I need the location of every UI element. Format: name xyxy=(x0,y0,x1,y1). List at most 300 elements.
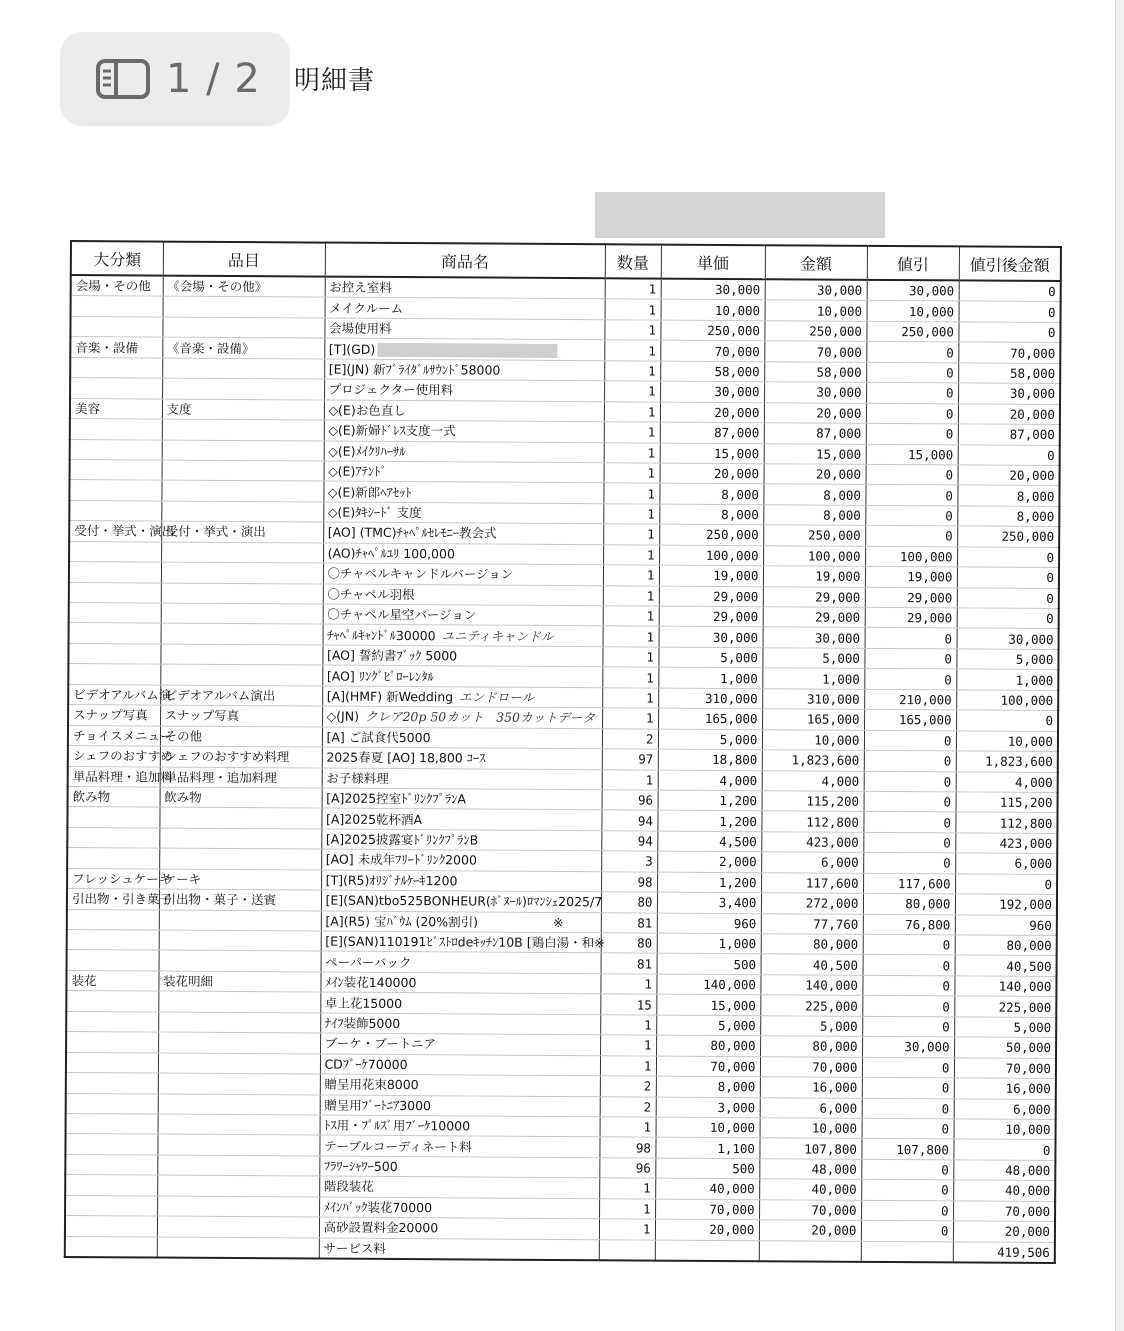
product-name-text: ◇(E)新郎ﾍｱｾｯﾄ xyxy=(327,484,412,500)
row-category xyxy=(66,1032,158,1053)
row-product-name xyxy=(324,359,604,381)
row-product-name xyxy=(322,727,602,749)
row-amount: 310,000 xyxy=(762,688,864,709)
row-amount: 10,000 xyxy=(760,1118,862,1139)
row-product-name xyxy=(321,870,601,892)
row-item xyxy=(161,583,323,604)
product-name-text: ブーケ・ブートニア xyxy=(324,1035,436,1052)
row-net-amount: 20,000 xyxy=(958,404,1060,425)
row-quantity: 80 xyxy=(601,933,657,954)
row-unit-price: 40,000 xyxy=(655,1178,759,1199)
row-net-amount: 8,000 xyxy=(957,485,1059,506)
row-amount: 250,000 xyxy=(763,525,865,546)
row-amount: 87,000 xyxy=(764,423,866,444)
row-net-amount: 20,000 xyxy=(958,465,1060,486)
row-product-name xyxy=(320,1013,600,1035)
row-amount: 423,000 xyxy=(761,832,863,853)
row-item xyxy=(162,460,324,481)
row-net-amount: 50,000 xyxy=(954,1037,1056,1058)
product-name-text: ◇(E)ﾀｷｼｰﾄﾞ 支度 xyxy=(327,504,422,521)
row-quantity: 1 xyxy=(602,708,658,729)
row-amount: 250,000 xyxy=(764,321,866,342)
row-unit-price: 70,000 xyxy=(656,1056,760,1077)
row-item: 支度 xyxy=(162,399,324,420)
row-unit-price: 70,000 xyxy=(655,1199,759,1220)
row-quantity: 1 xyxy=(600,1055,656,1076)
row-product-name xyxy=(320,972,600,994)
row-unit-price: 2,000 xyxy=(657,851,761,872)
row-amount: 272,000 xyxy=(761,893,863,914)
row-discount: 0 xyxy=(863,812,955,833)
page-edge xyxy=(1115,0,1124,1331)
row-quantity: 81 xyxy=(601,912,657,933)
row-net-amount: 1,823,600 xyxy=(956,751,1058,772)
row-discount: 0 xyxy=(865,505,957,526)
row-unit-price: 15,000 xyxy=(656,994,760,1015)
row-item xyxy=(157,1134,319,1155)
row-amount: 16,000 xyxy=(760,1077,862,1098)
row-product-name xyxy=(323,584,603,606)
row-quantity: 98 xyxy=(601,871,657,892)
row-item: 《会場・その他》 xyxy=(163,276,325,298)
row-unit-price: 1,000 xyxy=(657,933,761,954)
product-name-text: [A] ご試食代5000 xyxy=(326,729,431,746)
row-item: 単品料理・追加料理 xyxy=(160,767,322,788)
row-discount: 0 xyxy=(863,832,955,853)
row-amount: 80,000 xyxy=(760,1036,862,1057)
row-quantity: 96 xyxy=(599,1158,655,1179)
row-unit-price: 100,000 xyxy=(659,545,763,566)
product-name-text: 階段装花 xyxy=(323,1179,374,1195)
row-discount: 0 xyxy=(864,648,956,669)
row-category xyxy=(67,909,159,930)
row-item xyxy=(162,378,324,399)
row-discount: 0 xyxy=(866,464,958,485)
row-quantity: 1 xyxy=(599,1198,655,1219)
row-product-name xyxy=(324,338,604,360)
row-category xyxy=(69,480,161,501)
row-amount: 10,000 xyxy=(762,729,864,750)
row-category xyxy=(67,848,159,869)
row-product-name xyxy=(321,931,605,953)
row-product-name xyxy=(322,706,602,728)
row-unit-price: 1,000 xyxy=(658,667,762,688)
row-product-name xyxy=(323,543,603,565)
row-product-name xyxy=(323,624,603,646)
row-amount: 30,000 xyxy=(764,382,866,403)
row-unit-price: 8,000 xyxy=(656,1076,760,1097)
row-quantity: 1 xyxy=(603,585,659,606)
header-unit-price: 単価 xyxy=(661,245,765,280)
row-amount: 70,000 xyxy=(760,1056,862,1077)
product-name-text: 〇チャペル星空バージョン xyxy=(327,606,477,623)
row-category: 引出物・引き菓子 xyxy=(67,889,159,910)
row-item xyxy=(162,440,324,461)
row-amount: 80,000 xyxy=(761,934,863,955)
row-item xyxy=(160,664,322,685)
row-product-name xyxy=(324,420,604,442)
row-discount: 0 xyxy=(866,383,958,404)
row-net-amount: 48,000 xyxy=(953,1160,1055,1181)
row-quantity: 1 xyxy=(603,544,659,565)
row-product-name xyxy=(319,1156,599,1178)
row-amount: 70,000 xyxy=(764,341,866,362)
row-quantity: 1 xyxy=(604,340,660,361)
row-amount: 20,000 xyxy=(759,1220,861,1241)
row-discount: 0 xyxy=(862,1057,954,1078)
row-net-amount: 112,800 xyxy=(955,812,1057,833)
row-discount: 100,000 xyxy=(865,546,957,567)
row-item xyxy=(163,297,325,318)
row-category: 装花 xyxy=(66,970,158,991)
row-discount: 0 xyxy=(862,1098,954,1119)
row-net-amount: 80,000 xyxy=(955,935,1057,956)
row-amount: 40,000 xyxy=(759,1179,861,1200)
row-quantity: 94 xyxy=(601,810,657,831)
product-name-text: [A]2025披露宴ﾄﾞﾘﾝｸﾌﾟﾗﾝB xyxy=(325,831,479,848)
row-category xyxy=(68,643,160,664)
row-discount: 0 xyxy=(866,403,958,424)
row-discount: 0 xyxy=(865,628,957,649)
row-discount: 0 xyxy=(864,669,956,690)
row-category xyxy=(66,1073,158,1094)
row-item xyxy=(161,542,323,563)
row-category xyxy=(65,1236,157,1257)
row-category: 音楽・設備 xyxy=(70,337,162,358)
row-quantity: 94 xyxy=(601,831,657,852)
row-category: シェフのおすすめ xyxy=(68,746,160,767)
row-item: 装花明細 xyxy=(158,971,320,992)
row-quantity: 1 xyxy=(603,524,659,545)
row-discount: 80,000 xyxy=(863,893,955,914)
row-amount: 15,000 xyxy=(764,443,866,464)
row-product-name xyxy=(322,768,602,790)
row-unit-price: 29,000 xyxy=(659,606,763,627)
row-amount: 40,500 xyxy=(761,954,863,975)
row-discount: 15,000 xyxy=(866,444,958,465)
row-amount: 5,000 xyxy=(762,648,864,669)
row-item xyxy=(158,1073,320,1094)
row-quantity xyxy=(599,1239,655,1260)
header-item: 品目 xyxy=(163,242,325,277)
row-product-name xyxy=(323,522,603,544)
row-product-name xyxy=(319,1197,599,1219)
row-amount: 8,000 xyxy=(763,505,865,526)
row-discount: 0 xyxy=(861,1200,953,1221)
row-net-amount: 87,000 xyxy=(958,424,1060,445)
row-amount: 48,000 xyxy=(759,1159,861,1180)
header-quantity: 数量 xyxy=(605,244,661,278)
row-item xyxy=(158,1012,320,1033)
row-unit-price: 4,000 xyxy=(658,770,762,791)
row-product-name xyxy=(323,481,603,503)
row-quantity: 1 xyxy=(602,667,658,688)
row-unit-price: 1,200 xyxy=(658,790,762,811)
row-amount: 6,000 xyxy=(760,1097,862,1118)
product-name-text: 〇チャペルキャンドルバージョン xyxy=(327,565,514,583)
row-product-name xyxy=(324,318,604,340)
row-category: チョイスメニュー xyxy=(68,725,160,746)
row-category xyxy=(65,1154,157,1175)
row-category xyxy=(66,1113,158,1134)
table-body xyxy=(65,275,1061,1263)
row-quantity: 1 xyxy=(603,504,659,525)
product-name-text: メイクルーム xyxy=(329,300,404,316)
row-discount: 0 xyxy=(862,1118,954,1139)
product-name-text: 贈呈用花束8000 xyxy=(324,1076,419,1093)
statement-sheet xyxy=(64,240,1060,1258)
row-discount: 76,800 xyxy=(863,914,955,935)
row-quantity: 2 xyxy=(602,728,658,749)
row-unit-price: 1,200 xyxy=(657,872,761,893)
row-amount: 20,000 xyxy=(764,464,866,485)
row-quantity: 1 xyxy=(603,626,659,647)
product-name-text: ペーパーバック xyxy=(325,954,412,970)
row-category xyxy=(69,623,161,644)
row-quantity: 1 xyxy=(604,422,660,443)
row-amount: 107,800 xyxy=(759,1138,861,1159)
row-unit-price: 15,000 xyxy=(660,443,764,464)
row-amount: 58,000 xyxy=(764,361,866,382)
product-name-text: ﾅｲﾌ装飾5000 xyxy=(324,1015,401,1032)
row-category: 飲み物 xyxy=(68,786,160,807)
row-discount: 0 xyxy=(862,1016,954,1037)
redacted-area xyxy=(595,192,885,238)
row-net-amount: 0 xyxy=(955,874,1057,895)
product-name-text: ﾄｽ用・ﾌﾟﾙｽﾞ用ﾌﾞｰｹ10000 xyxy=(324,1117,471,1134)
row-product-name xyxy=(324,400,604,422)
row-item xyxy=(159,950,321,971)
row-product-name xyxy=(322,665,602,687)
row-discount: 10,000 xyxy=(867,301,959,322)
row-discount: 29,000 xyxy=(865,607,957,628)
product-name-text: 会場使用料 xyxy=(328,320,392,337)
row-amount: 29,000 xyxy=(763,607,865,628)
row-net-amount: 16,000 xyxy=(954,1078,1056,1099)
row-discount: 0 xyxy=(864,791,956,812)
row-category xyxy=(67,827,159,848)
row-category xyxy=(66,1052,158,1073)
row-unit-price: 87,000 xyxy=(660,422,764,443)
row-category: フレッシュケーキ xyxy=(67,868,159,889)
row-discount: 0 xyxy=(861,1159,953,1180)
row-amount xyxy=(759,1240,861,1262)
row-unit-price: 250,000 xyxy=(659,524,763,545)
row-net-amount: 40,000 xyxy=(953,1180,1055,1201)
row-category xyxy=(65,1175,157,1196)
product-name-text: [A]2025控室ﾄﾞﾘﾝｸﾌﾟﾗﾝA xyxy=(326,790,467,807)
row-quantity: 1 xyxy=(600,1035,656,1056)
product-name-text: ﾒｲﾝ装花140000 xyxy=(324,974,417,991)
row-unit-price: 70,000 xyxy=(660,340,764,361)
row-product-name xyxy=(322,747,602,769)
row-discount: 0 xyxy=(862,996,954,1017)
row-category xyxy=(65,1134,157,1155)
row-category xyxy=(67,950,159,971)
row-amount: 1,000 xyxy=(762,668,864,689)
product-name-text: [AO] 未成年ﾌﾘｰﾄﾞﾘﾝｸ2000 xyxy=(325,852,477,868)
row-item xyxy=(159,848,321,869)
row-quantity: 1 xyxy=(602,688,658,709)
row-item: ビデオアルバム演出 xyxy=(160,685,322,706)
row-net-amount: 0 xyxy=(958,322,1060,343)
row-product-name xyxy=(320,1095,600,1117)
row-unit-price: 30,000 xyxy=(660,381,764,402)
row-item xyxy=(159,930,321,951)
row-item xyxy=(162,358,324,379)
row-product-name xyxy=(321,951,601,973)
row-amount: 8,000 xyxy=(763,484,865,505)
row-unit-price: 29,000 xyxy=(659,586,763,607)
row-category: 単品料理・追加料 xyxy=(68,766,160,787)
row-amount: 4,000 xyxy=(762,770,864,791)
row-unit-price xyxy=(655,1240,759,1262)
row-discount: 0 xyxy=(866,342,958,363)
row-net-amount: 5,000 xyxy=(956,649,1058,670)
row-category xyxy=(67,807,159,828)
row-quantity: 1 xyxy=(599,1178,655,1199)
row-amount: 6,000 xyxy=(761,852,863,873)
header-category: 大分類 xyxy=(71,241,163,276)
product-name-text: 高砂設置料金20000 xyxy=(323,1219,439,1236)
product-name-text: 2025春夏 [AO] 18,800 ｺｰｽ xyxy=(326,749,486,766)
row-net-amount: 419,506 xyxy=(953,1241,1055,1263)
product-name-text: (AO)ﾁｬﾍﾟﾙﾕﾘ 100,000 xyxy=(327,545,455,562)
row-item xyxy=(159,807,321,828)
row-amount: 29,000 xyxy=(763,586,865,607)
row-net-amount: 5,000 xyxy=(954,1017,1056,1038)
product-name-text: ◇(E)ﾒｲｸﾘﾊｰｻﾙ xyxy=(328,443,406,459)
row-net-amount: 30,000 xyxy=(958,383,1060,404)
row-quantity: 1 xyxy=(604,442,660,463)
row-net-amount: 4,000 xyxy=(956,771,1058,792)
product-name-text: ◇(E)新婦ﾄﾞﾚｽ支度一式 xyxy=(328,422,456,439)
row-unit-price: 1,200 xyxy=(657,810,761,831)
row-net-amount: 10,000 xyxy=(956,731,1058,752)
row-unit-price: 10,000 xyxy=(656,1117,760,1138)
row-discount: 250,000 xyxy=(866,321,958,342)
row-quantity: 1 xyxy=(603,483,659,504)
row-item xyxy=(161,623,323,644)
row-quantity: 96 xyxy=(602,790,658,811)
row-quantity: 1 xyxy=(602,647,658,668)
row-unit-price: 960 xyxy=(657,913,761,934)
row-item: ケーキ xyxy=(159,869,321,890)
row-item xyxy=(158,991,320,1012)
row-category xyxy=(70,378,162,399)
row-discount: 19,000 xyxy=(865,566,957,587)
row-unit-price: 30,000 xyxy=(659,627,763,648)
row-net-amount: 0 xyxy=(953,1139,1055,1160)
row-discount: 30,000 xyxy=(867,280,959,301)
row-net-amount: 1,000 xyxy=(956,669,1058,690)
row-product-name xyxy=(322,788,602,810)
row-net-amount: 0 xyxy=(959,301,1061,322)
row-product-name xyxy=(325,277,605,300)
page-indicator-label: 1 / 2 xyxy=(166,56,261,102)
row-net-amount: 0 xyxy=(957,608,1059,629)
row-net-amount: 192,000 xyxy=(955,894,1057,915)
product-name-text: [E](SAN)tbo525BONHEUR(ﾎﾞﾇｰﾙ)ﾛﾏﾝｼｪ2025/7 xyxy=(325,892,603,910)
row-item xyxy=(161,603,323,624)
product-name-text: サービス料 xyxy=(323,1240,386,1256)
row-amount: 5,000 xyxy=(760,1015,862,1036)
row-item xyxy=(159,910,321,931)
row-category xyxy=(66,1011,158,1032)
row-item xyxy=(157,1175,319,1196)
row-quantity: 81 xyxy=(601,953,657,974)
row-amount: 115,200 xyxy=(762,791,864,812)
row-discount: 0 xyxy=(861,1180,953,1201)
row-quantity: 1 xyxy=(604,381,660,402)
row-discount: 0 xyxy=(865,485,957,506)
row-unit-price: 5,000 xyxy=(658,647,762,668)
row-unit-price: 5,000 xyxy=(656,1015,760,1036)
row-net-amount: 0 xyxy=(957,567,1059,588)
row-category xyxy=(69,541,161,562)
row-discount: 0 xyxy=(863,934,955,955)
row-discount: 210,000 xyxy=(864,689,956,710)
row-discount: 107,800 xyxy=(861,1139,953,1160)
row-amount: 70,000 xyxy=(759,1199,861,1220)
page-indicator[interactable] xyxy=(60,32,290,126)
row-unit-price: 18,800 xyxy=(658,749,762,770)
row-unit-price: 20,000 xyxy=(660,402,764,423)
product-name-text: [T](GD) xyxy=(328,341,376,357)
row-amount: 100,000 xyxy=(763,545,865,566)
row-product-name xyxy=(322,645,602,667)
row-category xyxy=(71,296,163,317)
row-discount: 29,000 xyxy=(865,587,957,608)
row-product-name xyxy=(324,461,604,483)
row-net-amount: 70,000 xyxy=(954,1058,1056,1079)
row-net-amount: 8,000 xyxy=(957,506,1059,527)
row-quantity: 97 xyxy=(602,749,658,770)
row-amount: 140,000 xyxy=(760,975,862,996)
row-product-name xyxy=(321,829,601,851)
row-item: 引出物・菓子・送賓 xyxy=(159,889,321,910)
row-quantity: 80 xyxy=(601,892,657,913)
row-product-name xyxy=(319,1135,599,1157)
row-product-name xyxy=(322,686,602,708)
row-product-name xyxy=(320,1115,600,1137)
row-unit-price: 3,000 xyxy=(656,1097,760,1118)
row-item xyxy=(161,480,323,501)
row-amount: 77,760 xyxy=(761,913,863,934)
row-quantity: 15 xyxy=(600,994,656,1015)
row-discount: 0 xyxy=(866,362,958,383)
row-unit-price: 10,000 xyxy=(661,300,765,321)
row-amount: 225,000 xyxy=(760,995,862,1016)
row-product-name xyxy=(325,297,605,319)
row-discount: 0 xyxy=(864,730,956,751)
reader-icon xyxy=(96,59,150,99)
product-name-text: 贈呈用ﾌﾞｰﾄﾆｱ3000 xyxy=(324,1097,432,1113)
handwritten-note: クレア20p 50カット 350カットデータ xyxy=(364,709,595,726)
row-net-amount: 58,000 xyxy=(958,363,1060,384)
row-net-amount: 225,000 xyxy=(954,996,1056,1017)
row-product-name xyxy=(324,441,604,463)
row-discount: 30,000 xyxy=(862,1037,954,1058)
product-name-text: [E](JN) 新ﾌﾞﾗｲﾀﾞﾙｻｳﾝﾄﾞ58000 xyxy=(328,361,501,378)
product-name-text: ◇(E)お色直し xyxy=(328,402,406,418)
row-unit-price: 58,000 xyxy=(660,361,764,382)
row-discount: 165,000 xyxy=(864,710,956,731)
row-unit-price: 30,000 xyxy=(661,279,765,301)
row-item xyxy=(161,501,323,522)
row-quantity: 1 xyxy=(604,463,660,484)
product-name-text: CDﾌﾞｰｹ70000 xyxy=(324,1056,408,1072)
